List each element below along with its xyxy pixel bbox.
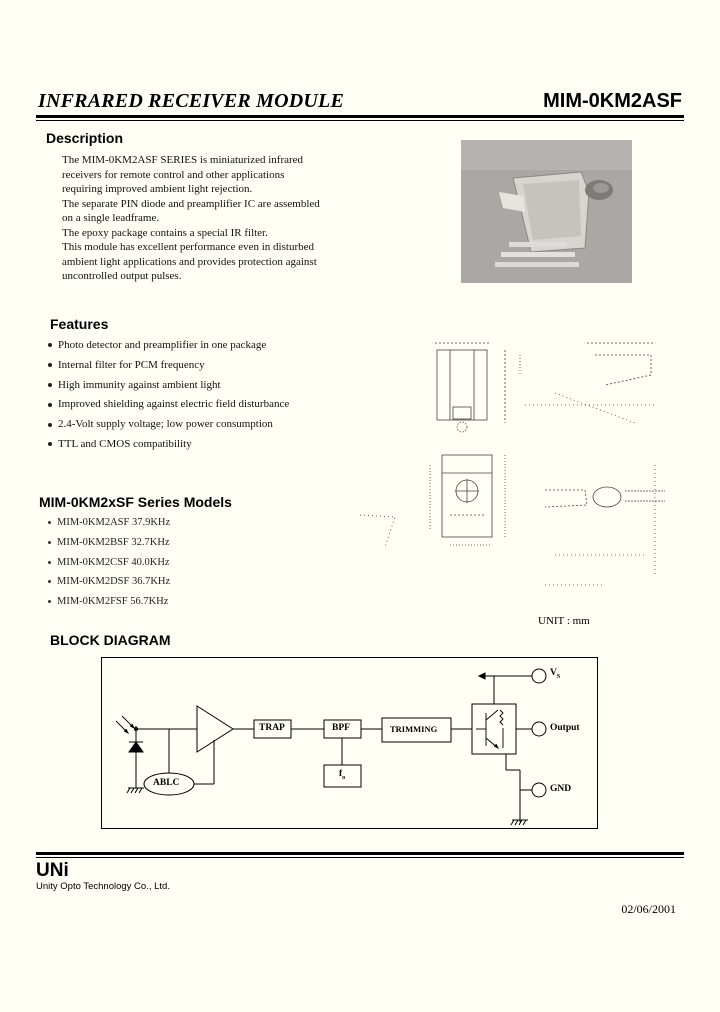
trap-label: TRAP <box>259 723 285 733</box>
list-item: High immunity against ambient light <box>48 378 289 398</box>
bullet-icon <box>48 580 51 583</box>
bullet-icon <box>48 561 51 564</box>
bullet-icon <box>48 383 52 387</box>
ir-light-icon <box>116 716 134 733</box>
company-logo <box>36 859 76 879</box>
list-item: MIM-0KM2ASF 37.9KHz <box>48 516 170 536</box>
ablc-label: ABLC <box>153 778 180 788</box>
part-number: MIM-0KM2ASF <box>543 90 682 112</box>
description-line: requiring improved ambient light rejection. <box>62 183 253 195</box>
description-line: The separate PIN diode and preamplifier IC are assembled <box>62 197 320 210</box>
features-list <box>48 338 289 457</box>
document-title: INFRARED RECEIVER MODULE <box>38 90 345 112</box>
product-photo <box>461 140 632 283</box>
bullet-icon <box>48 363 52 367</box>
list-item: Improved shielding against electric field disturbance <box>48 397 289 417</box>
description-heading: Description <box>46 130 124 146</box>
bullet-icon <box>48 423 52 427</box>
list-item: Photo detector and preamplifier in one package <box>48 338 289 358</box>
bullet-icon <box>48 403 52 407</box>
unit-label: UNIT : mm <box>538 615 590 627</box>
list-item: TTL and CMOS compatibility <box>48 437 289 457</box>
list-item: MIM-0KM2DSF 36.7KHz <box>48 575 170 595</box>
gnd-pin-label: GND <box>550 784 572 794</box>
bullet-icon <box>48 343 52 347</box>
company-name: Unity Opto Technology Co., Ltd. <box>36 881 170 892</box>
svg-text:UNi: UNi <box>36 860 69 879</box>
header-rule-thin <box>36 120 684 121</box>
description-line: The MIM-0KM2ASF SERIES is miniaturized infrared <box>62 154 304 166</box>
features-heading: Features <box>50 316 109 332</box>
bullet-icon <box>48 521 51 524</box>
dimension-drawing <box>355 315 675 615</box>
description-line: ambient light applications and provides protection against <box>62 255 317 268</box>
bullet-icon <box>48 442 52 446</box>
list-item: MIM-0KM2FSF 56.7KHz <box>48 595 170 615</box>
block-diagram <box>101 657 598 829</box>
ground-icon <box>127 788 144 793</box>
trimming-label: TRIMMING <box>390 724 438 734</box>
bullet-icon <box>48 600 51 603</box>
list-item: Internal filter for PCM frequency <box>48 358 289 378</box>
description-line: on a single leadframe. <box>62 212 160 224</box>
vs-pin-label: $V_S$ <box>550 668 561 680</box>
list-item: MIM-0KM2CSF 40.0KHz <box>48 556 170 576</box>
fo-label: $f_o$ <box>339 769 346 781</box>
header-rule <box>36 115 684 118</box>
description-line: uncontrolled output pulses. <box>62 270 182 282</box>
block-diagram-heading: BLOCK DIAGRAM <box>50 632 171 648</box>
bullet-icon <box>48 541 51 544</box>
models-heading: MIM-0KM2xSF Series Models <box>39 494 232 510</box>
description-text <box>62 153 362 284</box>
description-line: This module has excellent performance even in disturbed <box>62 241 314 253</box>
footer-rule-thin <box>36 857 684 858</box>
output-pin-label: Output <box>550 723 580 733</box>
document-date: 02/06/2001 <box>621 902 676 916</box>
list-item: 2.4-Volt supply voltage; low power consumption <box>48 417 289 437</box>
description-line: receivers for remote control and other applications <box>62 168 285 181</box>
description-line: The epoxy package contains a special IR filter. <box>62 226 268 239</box>
amplifier-icon <box>197 706 233 752</box>
photodiode-icon <box>129 726 143 788</box>
bpf-label: BPF <box>332 723 350 733</box>
models-list <box>48 516 170 615</box>
list-item: MIM-0KM2BSF 32.7KHz <box>48 536 170 556</box>
footer-rule <box>36 852 684 855</box>
